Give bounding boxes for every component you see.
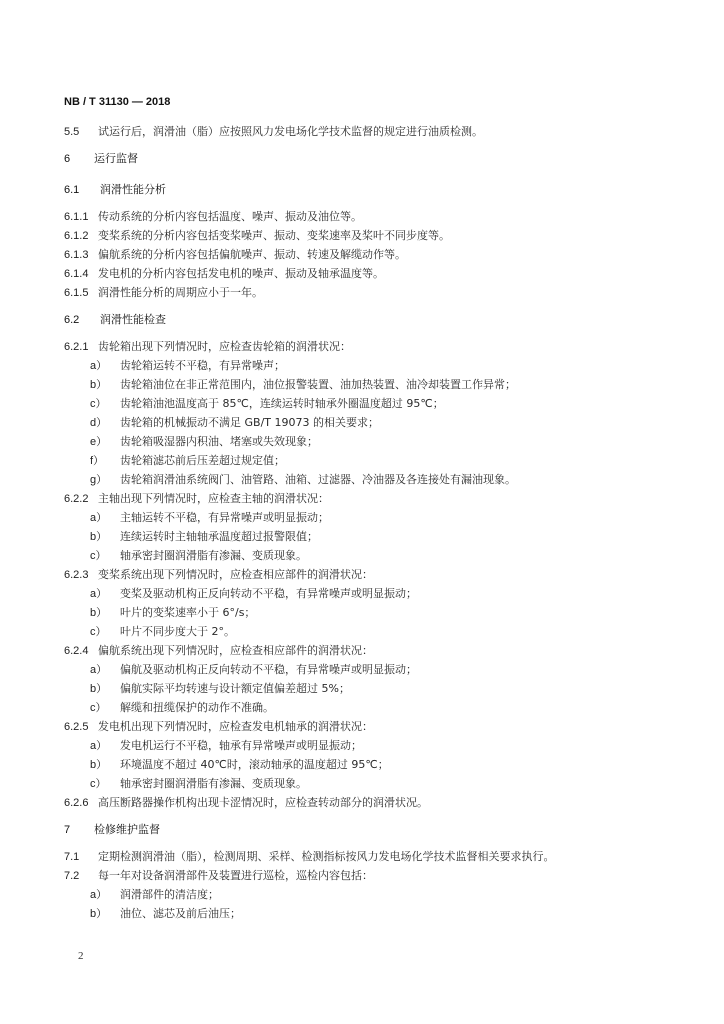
- clause-text: 润滑性能分析的周期应小于一年。: [98, 286, 263, 299]
- clause-text: 偏航系统出现下列情况时，应检查相应部件的润滑状况：: [98, 644, 373, 657]
- clause-text: 齿轮箱润滑油系统阀门、油管路、油箱、过滤器、冷油器及各连接处有漏油现象。: [120, 473, 516, 486]
- clause-text: 叶片不同步度大于 2°。: [120, 625, 235, 638]
- list-marker: c）: [90, 778, 107, 790]
- clause-line: [64, 489, 684, 508]
- list-marker: b）: [90, 531, 108, 543]
- clause-line: [64, 565, 684, 584]
- section-number: 6: [64, 153, 71, 165]
- list-marker: e）: [90, 436, 108, 448]
- clause-number: 6.1.5: [64, 287, 89, 299]
- clause-text: 齿轮箱出现下列情况时，应检查齿轮箱的润滑状况：: [98, 340, 351, 353]
- list-item: [64, 603, 684, 622]
- list-item: [64, 527, 684, 546]
- list-item: [64, 375, 684, 394]
- clause-text: 发电机运行不平稳，轴承有异常噪声或明显振动；: [120, 739, 362, 752]
- clause-number: 7.1: [64, 851, 80, 863]
- list-item: [64, 470, 684, 489]
- clause-text: 试运行后，润滑油（脂）应按照风力发电场化学技术监督的规定进行油质检测。: [98, 125, 483, 138]
- list-marker: c）: [90, 702, 107, 714]
- list-marker: f）: [90, 455, 105, 467]
- section-title: 运行监督: [94, 152, 138, 165]
- list-marker: c）: [90, 550, 107, 562]
- list-marker: a）: [90, 740, 108, 752]
- clause-line: [64, 264, 684, 283]
- list-item: [64, 679, 684, 698]
- list-marker: d）: [90, 417, 108, 429]
- list-item: [64, 546, 684, 565]
- section-heading: [64, 820, 684, 839]
- clause-text: 每一年对设备润滑部件及装置进行巡检，巡检内容包括：: [98, 869, 373, 882]
- list-marker: c）: [90, 398, 107, 410]
- clause-line: [64, 793, 684, 812]
- clause-text: 齿轮箱运转不平稳，有异常噪声；: [120, 359, 285, 372]
- list-marker: a）: [90, 889, 108, 901]
- section-heading: [64, 310, 684, 329]
- clause-line: [64, 717, 684, 736]
- clause-number: 6.2.4: [64, 645, 89, 657]
- list-marker: a）: [90, 664, 108, 676]
- clause-text: 齿轮箱油位在非正常范围内，油位报警装置、油加热装置、油冷却装置工作异常；: [120, 378, 516, 391]
- clause-number: 6.2.3: [64, 569, 89, 581]
- section-heading: [64, 180, 684, 199]
- clause-text: 传动系统的分析内容包括温度、噪声、振动及油位等。: [98, 210, 362, 223]
- clause-line: [64, 337, 684, 356]
- list-marker: b）: [90, 683, 108, 695]
- list-item: [64, 432, 684, 451]
- section-title: 润滑性能分析: [100, 183, 166, 196]
- clause-text: 主轴运转不平稳，有异常噪声或明显振动；: [120, 511, 329, 524]
- clause-line: [64, 207, 684, 226]
- clause-text: 连续运转时主轴轴承温度超过报警限值；: [120, 530, 318, 543]
- list-item: [64, 774, 684, 793]
- clause-text: 轴承密封圈润滑脂有渗漏、变质现象。: [120, 549, 307, 562]
- spacer: [64, 199, 684, 207]
- clause-line: [64, 866, 684, 885]
- clause-text: 变桨系统的分析内容包括变桨噪声、振动、变桨速率及桨叶不同步度等。: [98, 229, 450, 242]
- list-marker: b）: [90, 379, 108, 391]
- clause-number: 6.1.4: [64, 268, 89, 280]
- clause-line: [64, 847, 684, 866]
- clause-text: 定期检测润滑油（脂），检测周期、采样、检测指标按风力发电场化学技术监督相关要求执行。: [98, 850, 555, 863]
- clause-text: 齿轮箱的机械振动不满足 GB/T 19073 的相关要求；: [120, 416, 379, 429]
- spacer: [64, 812, 684, 820]
- list-item: [64, 508, 684, 527]
- clause-text: 环境温度不超过 40℃时，滚动轴承的温度超过 95℃；: [120, 758, 389, 771]
- clause-number: 6.2.6: [64, 797, 89, 809]
- clause-number: 6.2.1: [64, 341, 89, 353]
- clause-text: 叶片的变桨速率小于 6°/s；: [120, 606, 256, 619]
- list-item: [64, 885, 684, 904]
- list-marker: c）: [90, 626, 107, 638]
- clause-text: 变桨系统出现下列情况时，应检查相应部件的润滑状况：: [98, 568, 373, 581]
- section-number: 6.2: [64, 314, 80, 326]
- clause-text: 高压断路器操作机构出现卡涩情况时，应检查转动部分的润滑状况。: [98, 796, 428, 809]
- section-heading: [64, 149, 684, 168]
- clause-text: 发电机的分析内容包括发电机的噪声、振动及轴承温度等。: [98, 267, 384, 280]
- list-item: [64, 584, 684, 603]
- clause-line: [64, 226, 684, 245]
- spacer: [64, 302, 684, 310]
- clause-text: 变桨及驱动机构正反向转动不平稳，有异常噪声或明显振动；: [120, 587, 417, 600]
- clause-number: 6.1.2: [64, 230, 89, 242]
- clause-line: [64, 641, 684, 660]
- clause-line: [64, 283, 684, 302]
- list-marker: b）: [90, 759, 108, 771]
- clause-number: 6.2.5: [64, 721, 89, 733]
- clause-number: 6.1.3: [64, 249, 89, 261]
- list-marker: g）: [90, 474, 108, 486]
- section-number: 7: [64, 824, 71, 836]
- clause-number: 7.2: [64, 870, 80, 882]
- clause-line: [64, 122, 684, 141]
- clause-number: 6.2.2: [64, 493, 89, 505]
- clause-number: 5.5: [64, 126, 80, 138]
- document-body: [64, 122, 684, 923]
- clause-line: [64, 245, 684, 264]
- clause-text: 齿轮箱滤芯前后压差超过规定值；: [120, 454, 285, 467]
- list-item: [64, 356, 684, 375]
- list-item: [64, 394, 684, 413]
- spacer: [64, 141, 684, 149]
- clause-text: 油位、滤芯及前后油压；: [120, 907, 241, 920]
- list-marker: a）: [90, 588, 108, 600]
- list-marker: a）: [90, 360, 108, 372]
- clause-text: 偏航及驱动机构正反向转动不平稳，有异常噪声或明显振动；: [120, 663, 417, 676]
- list-item: [64, 736, 684, 755]
- list-item: [64, 413, 684, 432]
- clause-text: 轴承密封圈润滑脂有渗漏、变质现象。: [120, 777, 307, 790]
- spacer: [64, 329, 684, 337]
- clause-text: 偏航实际平均转速与设计额定值偏差超过 5%；: [120, 682, 350, 695]
- clause-text: 润滑部件的清洁度；: [120, 888, 219, 901]
- list-item: [64, 660, 684, 679]
- list-item: [64, 622, 684, 641]
- list-item: [64, 698, 684, 717]
- spacer: [64, 839, 684, 847]
- page-number: 2: [78, 950, 84, 962]
- list-item: [64, 451, 684, 470]
- clause-number: 6.1.1: [64, 211, 89, 223]
- document-header: NB / T 31130 — 2018: [64, 96, 171, 108]
- clause-text: 发电机出现下列情况时，应检查发电机轴承的润滑状况：: [98, 720, 373, 733]
- section-number: 6.1: [64, 184, 80, 196]
- list-item: [64, 755, 684, 774]
- list-marker: a）: [90, 512, 108, 524]
- clause-text: 解缆和扭缆保护的动作不准确。: [120, 701, 274, 714]
- list-item: [64, 904, 684, 923]
- clause-text: 偏航系统的分析内容包括偏航噪声、振动、转速及解缆动作等。: [98, 248, 406, 261]
- list-marker: b）: [90, 607, 108, 619]
- section-title: 检修维护监督: [94, 823, 160, 836]
- list-marker: b）: [90, 908, 108, 920]
- clause-text: 齿轮箱吸湿器内积油、堵塞或失效现象；: [120, 435, 318, 448]
- clause-text: 齿轮箱油池温度高于 85℃，连续运转时轴承外圈温度超过 95℃；: [120, 397, 444, 410]
- clause-text: 主轴出现下列情况时，应检查主轴的润滑状况：: [98, 492, 329, 505]
- section-title: 润滑性能检查: [100, 313, 166, 326]
- spacer: [64, 168, 684, 180]
